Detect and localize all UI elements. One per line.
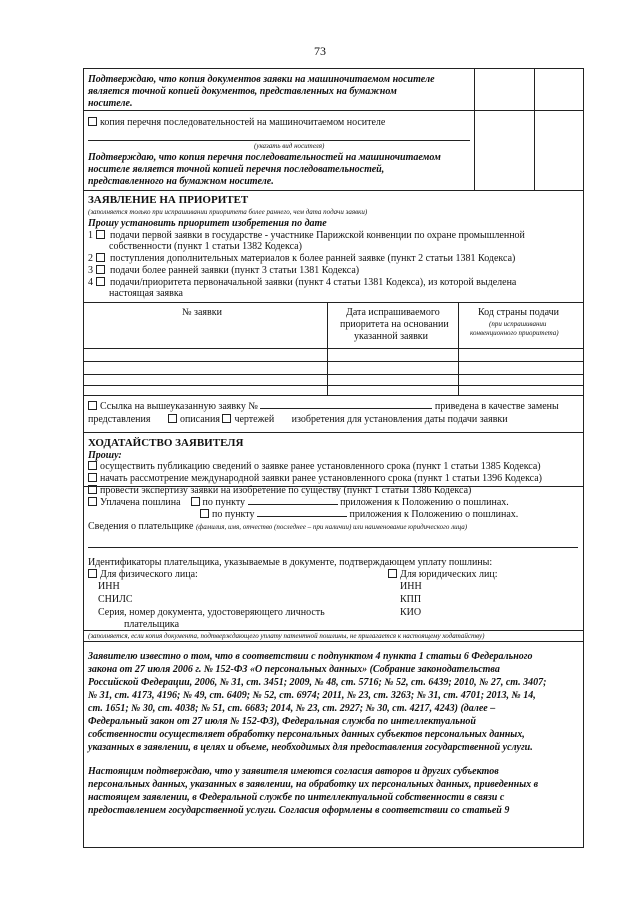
petition-ask: Прошу: xyxy=(88,450,122,461)
petition-item-text: провести экспертизу заявки на изобретение по существу (пункт 1 статьи 1386 Кодекса) xyxy=(100,485,472,496)
seq-list-line1: Подтверждаю, что копия перечня последовательностей на машиночитаемом xyxy=(88,152,441,163)
fee-appendix-label: приложения к Положению о пошлинах. xyxy=(340,497,509,508)
personal-data-section xyxy=(84,641,583,847)
payer-hint: (фамилия, имя, отчество (последнее – при наличии) или наименование юридического лица) xyxy=(195,523,468,531)
petition-section xyxy=(84,433,583,496)
petition-checkbox-2[interactable] xyxy=(88,473,97,482)
priority-checkbox-3[interactable] xyxy=(96,265,105,274)
legal-entity-checkbox[interactable] xyxy=(388,569,397,578)
table-header-app-number: № заявки xyxy=(182,307,222,318)
fee-item-checkbox-2[interactable] xyxy=(200,509,209,518)
petition-item-text: осуществить публикацию сведений о заявке ранее установленного срока (пункт 1 статьи 1385 Кодекса) xyxy=(100,461,541,472)
fee-item-field-2[interactable] xyxy=(257,516,347,517)
table-row[interactable] xyxy=(84,375,583,385)
priority-option-text: подачи первой заявки в государстве - участнике Парижской конвенции по охране промышленной xyxy=(110,230,525,241)
petition-item-text: начать рассмотрение международной заявки ранее установленного срока (пункт 1 статьи 1396 Кодекса) xyxy=(100,473,543,484)
priority-option-4-cont: настоящая заявка xyxy=(109,288,183,299)
phys-snils: СНИЛС xyxy=(98,594,133,605)
petition-checkbox-1[interactable] xyxy=(88,461,97,470)
priority-title: ЗАЯВЛЕНИЕ НА ПРИОРИТЕТ xyxy=(88,194,249,206)
priority-section xyxy=(84,191,583,396)
petition-title: ХОДАТАЙСТВО ЗАЯВИТЕЛЯ xyxy=(88,437,244,449)
description-label: описания xyxy=(179,414,220,425)
priority-option-text: подачи более ранней заявки (пункт 3 статьи 1381 Кодекса) xyxy=(110,265,360,276)
priority-option-num: 4 xyxy=(88,277,93,288)
petition-item-2[interactable] xyxy=(88,473,542,484)
priority-option-1[interactable] xyxy=(88,230,525,241)
table-header-date-l1: Дата испрашиваемого xyxy=(346,307,440,318)
fee-line1[interactable] xyxy=(88,497,509,508)
fee-paid-label: Уплачена пошлина xyxy=(100,497,181,508)
legal-inn: ИНН xyxy=(400,581,422,592)
pd-line-6: Федеральный закон от 27 июля № 152-ФЗ), Федеральная служба по интеллектуальной xyxy=(88,716,476,727)
reference-line1[interactable] xyxy=(88,401,559,412)
pd-line-2: закона от 27 июля 2006 г. № 152-ФЗ «О персональных данных» (Собрание законодательства xyxy=(88,664,500,675)
priority-note: (заполняется только при испрашивании приоритета более раннего, чем дата подачи заявки) xyxy=(88,208,368,216)
priority-option-num: 3 xyxy=(88,265,93,276)
description-checkbox[interactable] xyxy=(168,414,177,423)
priority-option-2[interactable] xyxy=(88,253,515,264)
reference-section xyxy=(84,396,583,433)
phys-inn: ИНН xyxy=(98,581,120,592)
table-row[interactable] xyxy=(84,362,583,374)
payer-label: Сведения о плательщике xyxy=(88,521,194,532)
consent-line-2: персональных данных, указанных в заявлении, на обработку их персональных данных, приведенных в xyxy=(88,779,539,790)
pd-line-8: указанных в заявлении, в целях и объеме, необходимых для предоставления государственной услуги. xyxy=(88,742,533,753)
payer-line xyxy=(88,521,467,533)
drawings-label: чертежей xyxy=(234,414,275,425)
fee-footnote: (заполняется, если копия документа, подтверждающего уплату патентной пошлины, не прилагается к настоящему ходатайству) xyxy=(88,632,485,640)
phys-id-doc-cont: плательщика xyxy=(124,619,180,630)
legal-kpp: КПП xyxy=(400,594,422,605)
priority-option-num: 1 xyxy=(88,230,93,241)
table-row[interactable] xyxy=(84,386,583,395)
reference-purpose: изобретения для установления даты подачи заявки xyxy=(291,414,508,425)
reference-number-field[interactable] xyxy=(260,408,432,409)
table-row[interactable] xyxy=(84,349,583,361)
fee-appendix-label: приложения к Положению о пошлинах. xyxy=(349,509,519,520)
seq-list-label: копия перечня последовательностей на машиночитаемом носителе xyxy=(100,117,386,128)
phys-id-doc: Серия, номер документа, удостоверяющего личность xyxy=(98,607,325,618)
fee-paid-checkbox[interactable] xyxy=(88,497,97,506)
fee-line2[interactable] xyxy=(200,509,518,520)
pd-line-7: собственности осуществляет обработку персональных данных субъектов персональных данных, xyxy=(88,729,525,740)
priority-option-num: 2 xyxy=(88,253,93,264)
physical-person-label: Для физического лица: xyxy=(100,569,198,580)
confirm-copy-line2: является точной копией документов, представленных на бумажном xyxy=(88,86,397,97)
fee-item-checkbox-1[interactable] xyxy=(191,497,200,506)
fee-by-item-label: по пункту xyxy=(202,497,246,508)
table-header-country-l3: конвенционного приоритета) xyxy=(470,329,559,337)
legal-entity-option[interactable] xyxy=(388,569,498,580)
drawings-checkbox[interactable] xyxy=(222,414,231,423)
seq-list-line2: носителе является точной копией перечня последовательностей, xyxy=(88,164,385,175)
legal-kio: КИО xyxy=(400,607,422,618)
seq-list-section xyxy=(84,111,583,191)
pd-line-4: № 31, ст. 4173, 4196; № 49, ст. 6409; № 52, ст. 6974; 2011, № 23, ст. 3263; № 31, ст. 4701; 2013, № 14, xyxy=(88,690,536,701)
pd-line-5: ст. 1651; № 30, ст. 4038; № 51, ст. 6683; 2014, № 23, ст. 2927; № 30, ст. 4217, 4243) (далее – xyxy=(88,703,496,714)
priority-checkbox-2[interactable] xyxy=(96,253,105,262)
table-header-date-l3: указанной заявки xyxy=(354,331,429,342)
pd-line-3: Российской Федерации, 2006, № 31, ст. 3451; 2009, № 48, ст. 5716; № 52, ст. 6439; 2010, № 27, ст. 3407; xyxy=(88,677,547,688)
priority-checkbox-4[interactable] xyxy=(96,277,105,286)
identifiers-label: Идентификаторы плательщика, указываемые в документе, подтверждающем уплату пошлины: xyxy=(88,557,493,568)
table-header-date-l2: приоритета на основании xyxy=(340,319,449,330)
consent-line-3: настоящем заявлении, в Федеральной службе по интеллектуальной собственности в связи с xyxy=(88,792,505,803)
reference-representation: представления xyxy=(88,414,151,425)
physical-person-checkbox[interactable] xyxy=(88,569,97,578)
fee-by-item-label: по пункту xyxy=(212,509,255,520)
fee-item-field-1[interactable] xyxy=(248,504,338,505)
table-header-country-l1: Код страны подачи xyxy=(478,307,559,318)
confirm-copy-section xyxy=(84,69,583,111)
reference-checkbox[interactable] xyxy=(88,401,97,410)
priority-request: Прошу установить приоритет изобретения по дате xyxy=(88,218,327,229)
priority-option-4[interactable] xyxy=(88,277,516,288)
seq-list-option[interactable] xyxy=(88,117,385,128)
confirm-copy-line3: носителе. xyxy=(88,98,133,109)
seq-list-line3: представленного на бумажном носителе. xyxy=(88,176,274,187)
page-number: 73 xyxy=(314,44,326,58)
seq-list-checkbox[interactable] xyxy=(88,117,97,126)
form-frame xyxy=(83,68,584,848)
priority-option-3[interactable] xyxy=(88,265,359,276)
reference-label-tail: приведена в качестве замены xyxy=(434,401,559,412)
petition-item-1[interactable] xyxy=(88,461,541,472)
pd-line-1: Заявителю известно о том, что в соответствии с подпунктом 4 пункта 1 статьи 6 Федерального xyxy=(88,651,533,662)
confirm-copy-line1: Подтверждаю, что копия документов заявки на машиночитаемом носителе xyxy=(88,74,435,85)
physical-person-option[interactable] xyxy=(88,569,198,580)
table-header-country-l2: (при испрашивании xyxy=(489,320,547,328)
priority-option-text: подачи/приоритета первоначальной заявки (пункт 4 статьи 1381 Кодекса), из которой выделена xyxy=(110,277,517,288)
seq-list-hint: (указать вид носителя) xyxy=(254,142,325,150)
priority-option-text: поступления дополнительных материалов к более ранней заявке (пункт 2 статьи 1381 Кодекса) xyxy=(110,253,516,264)
legal-entity-label: Для юридических лиц: xyxy=(400,569,498,580)
reference-label: Ссылка на вышеуказанную заявку № xyxy=(100,401,258,412)
consent-line-1: Настоящим подтверждаю, что у заявителя имеются согласия авторов и других субъектов xyxy=(88,766,499,777)
consent-line-4: предоставлением государственной услуги. Согласия оформлены в соответствии со статьей 9 xyxy=(88,805,510,816)
priority-option-1-cont: собственности (пункт 1 статьи 1382 Кодекса) xyxy=(109,241,302,252)
priority-checkbox-1[interactable] xyxy=(96,230,105,239)
reference-line2 xyxy=(88,414,508,425)
